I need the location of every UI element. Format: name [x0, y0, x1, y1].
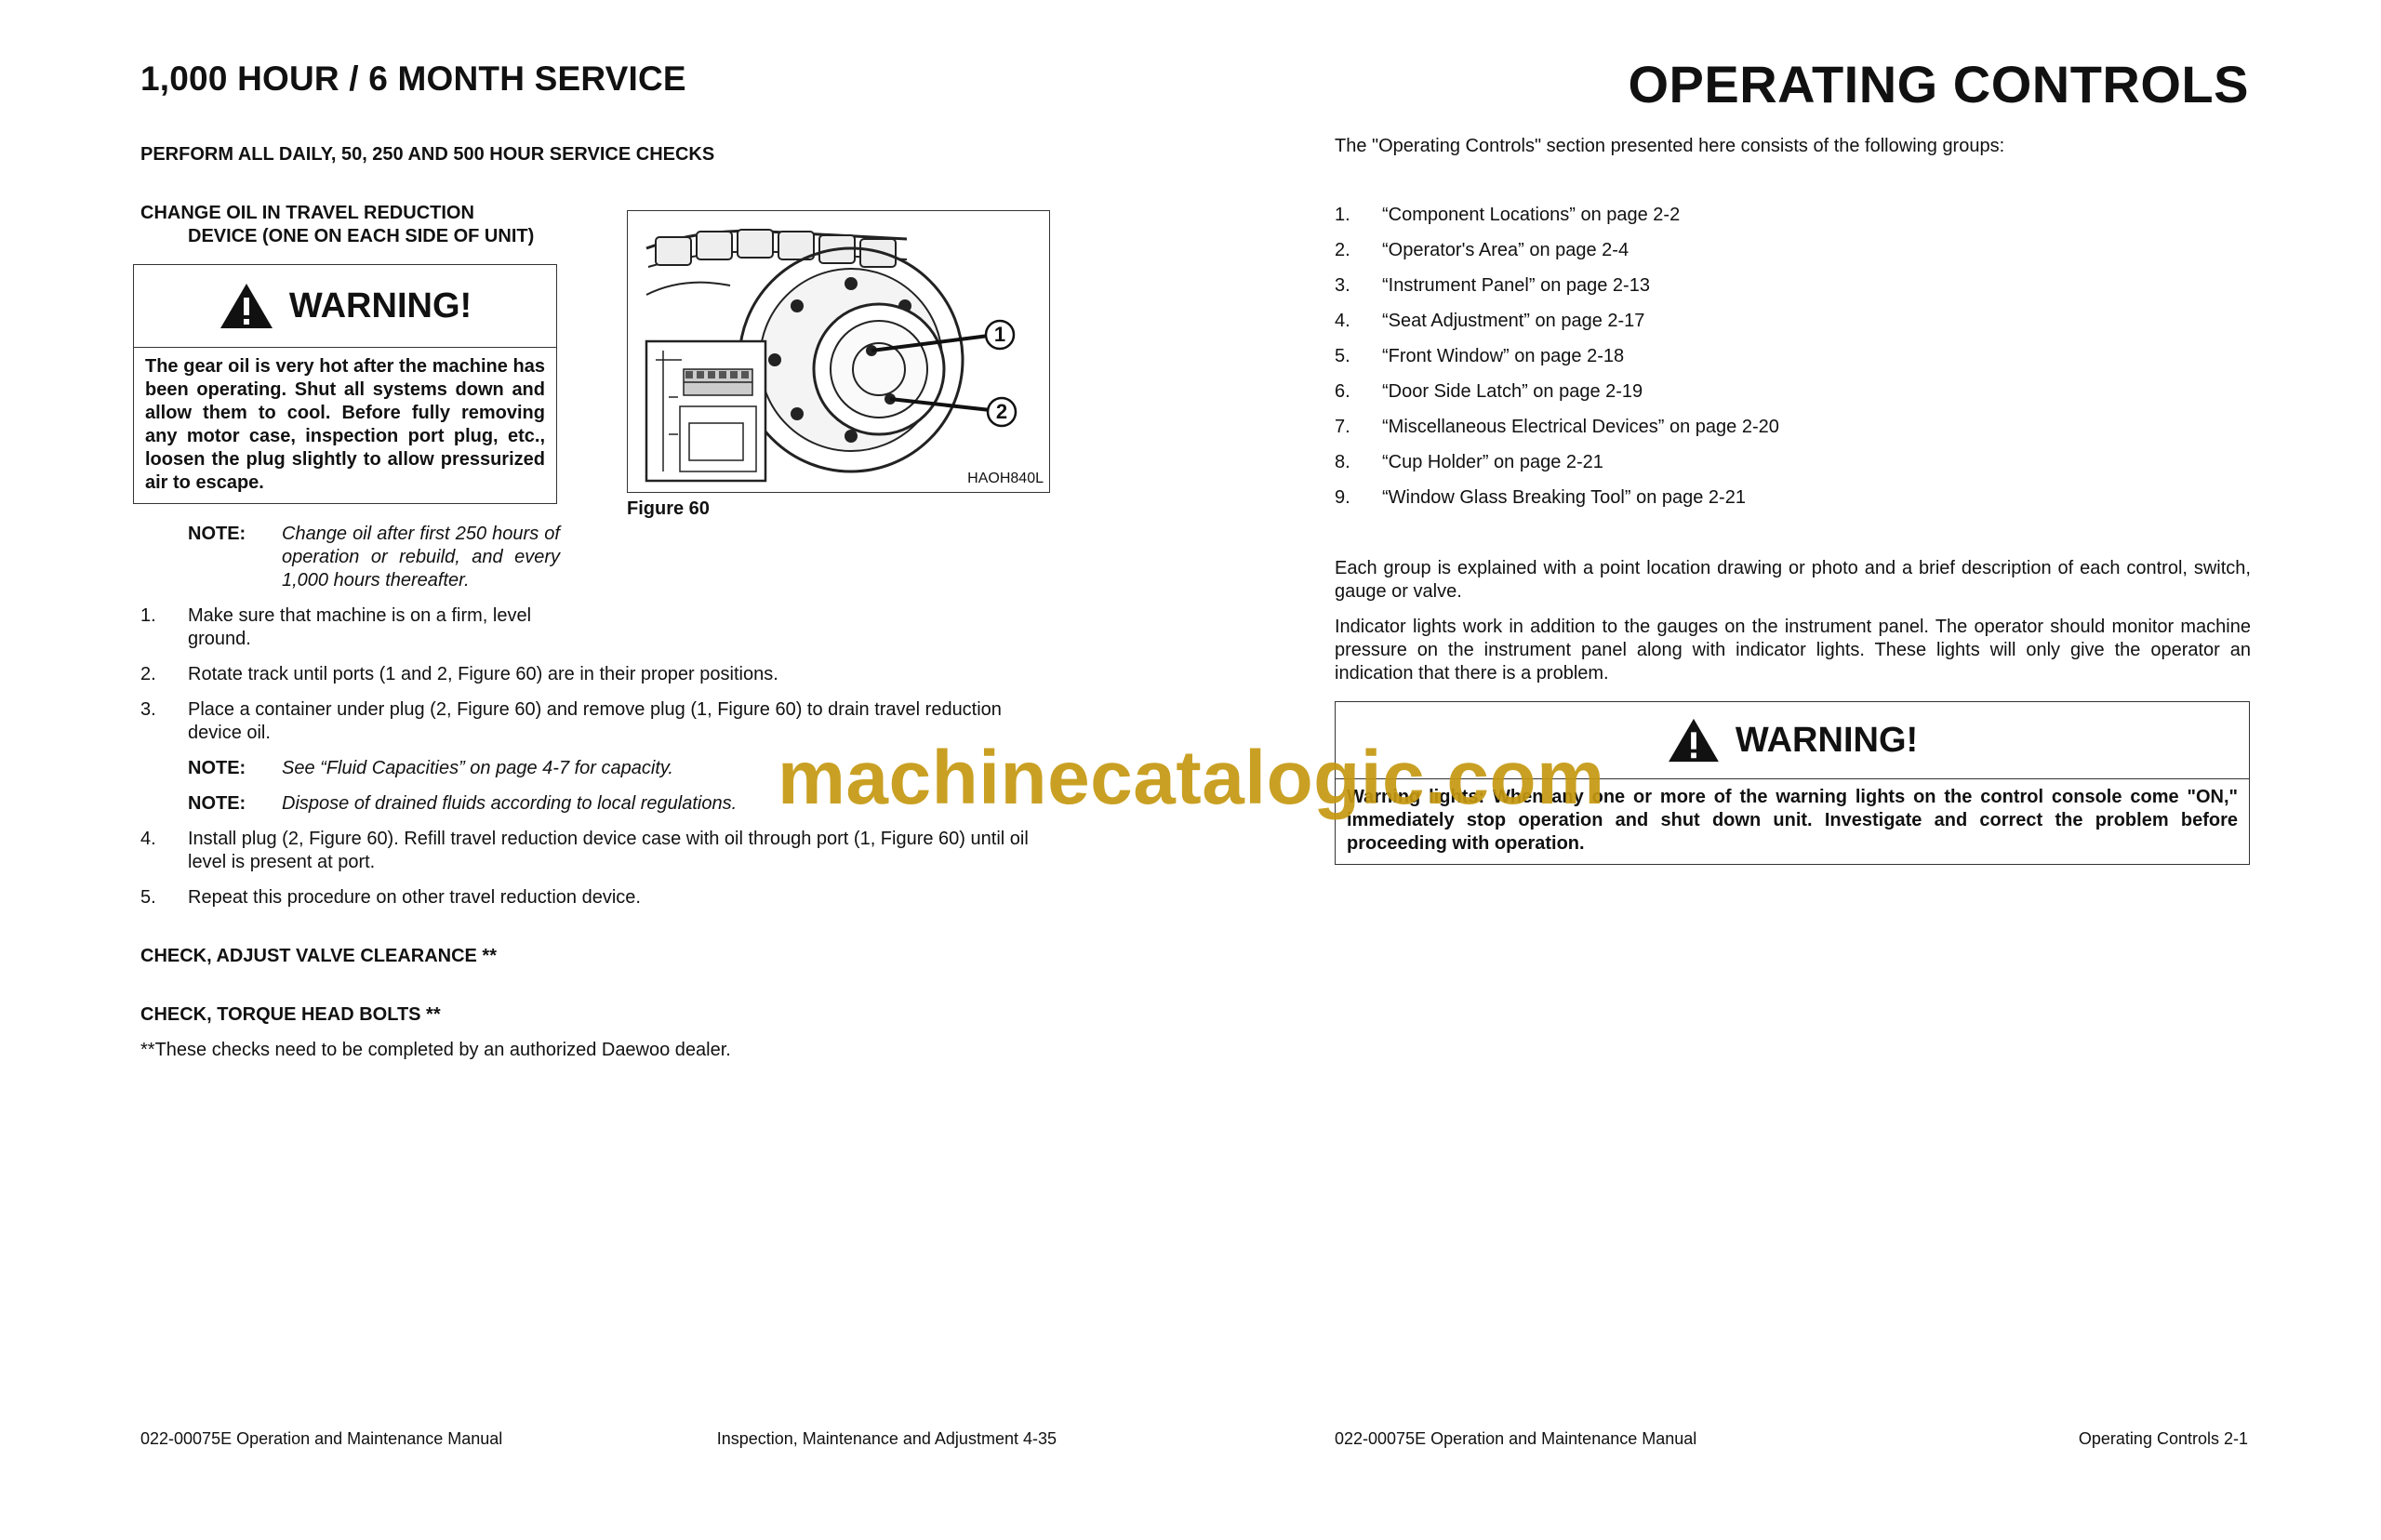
footer-page-number: Inspection, Maintenance and Adjustment 4-35	[716, 1429, 1057, 1448]
callout-2-label: 2	[995, 400, 1008, 423]
group-text: “Miscellaneous Electrical Devices” on page 2-20	[1382, 417, 1779, 437]
footer-manual-id: 022-00075E Operation and Maintenance Manual	[1335, 1429, 1697, 1448]
group-text: “Operator's Area” on page 2-4	[1382, 240, 1629, 260]
group-number: 7.	[1335, 417, 1350, 437]
figure-60-illustration	[627, 210, 1050, 493]
group-number: 1.	[1335, 205, 1350, 225]
note-oil-change	[188, 523, 560, 593]
group-number: 5.	[1335, 346, 1350, 366]
group-number: 6.	[1335, 381, 1350, 402]
intro-text: The "Operating Controls" section presented here consists of the following groups:	[1335, 136, 2005, 156]
warning-triangle-icon	[1667, 717, 1721, 763]
group-number: 2.	[1335, 240, 1350, 260]
dealer-note: **These checks need to be completed by an authorized Daewoo dealer.	[140, 1040, 731, 1060]
figure-code: HAOH840L	[967, 471, 1044, 486]
watermark: machinecatalogic.com	[778, 736, 1605, 820]
step-number: 3.	[140, 699, 156, 720]
paragraph-groups-explained: Each group is explained with a point location drawing or photo and a brief description of each control, switch, gauge or valve.	[1335, 558, 2251, 602]
note-text: Dispose of drained fluids according to local regulations.	[282, 793, 738, 814]
paragraph-indicator-lights: Indicator lights work in addition to the gauges on the instrument panel. The operator should monitor machine pressure on the instrument panel along with indicator lights. These lights will only give the operator an indication that there is a problem.	[1335, 617, 2251, 684]
step-text: Make sure that machine is on a firm, level ground.	[188, 605, 532, 649]
note-label: NOTE:	[188, 524, 246, 544]
change-oil-heading-line2: DEVICE (ONE ON EACH SIDE OF UNIT)	[188, 226, 535, 246]
group-number: 3.	[1335, 275, 1350, 296]
warning-title: WARNING!	[1735, 720, 1919, 760]
group-number: 8.	[1335, 452, 1350, 472]
step-number: 5.	[140, 887, 156, 908]
footer-page-number: Operating Controls 2-1	[2078, 1429, 2248, 1448]
group-text: “Instrument Panel” on page 2-13	[1382, 275, 1650, 296]
page-title: 1,000 HOUR / 6 MONTH SERVICE	[140, 60, 686, 98]
step-number: 2.	[140, 664, 156, 684]
step-number: 4.	[140, 829, 156, 849]
group-text: “Door Side Latch” on page 2-19	[1382, 381, 1643, 402]
warning-body: Warning lights: When any one or more of the warning lights on the control console come "ON," immediately stop operation and shut down unit. Investigate and correct the problem before proceeding with operation.	[1347, 787, 2238, 854]
torque-head-bolts-heading: CHECK, TORQUE HEAD BOLTS **	[140, 1004, 441, 1025]
callout-1-label: 1	[993, 323, 1006, 346]
step-text: Install plug (2, Figure 60). Refill travel reduction device case with oil through port (1, Figure 60) until oil level is present at port.	[188, 829, 1029, 872]
warning-body: The gear oil is very hot after the machine has been operating. Shut all systems down and allow them to cool. Before fully removing any motor case, inspection port plug, etc., loosen the plug slightly to allow pressurized air to escape.	[145, 356, 545, 493]
group-number: 4.	[1335, 311, 1350, 331]
group-text: “Window Glass Breaking Tool” on page 2-21	[1382, 487, 1746, 508]
warning-title: WARNING!	[288, 285, 472, 325]
footer-manual-id: 022-00075E Operation and Maintenance Manual	[140, 1429, 503, 1448]
step-text: Rotate track until ports (1 and 2, Figure 60) are in their proper positions.	[188, 664, 778, 684]
perform-heading: PERFORM ALL DAILY, 50, 250 AND 500 HOUR SERVICE CHECKS	[140, 144, 715, 165]
step-text: Repeat this procedure on other travel reduction device.	[188, 887, 641, 908]
group-number: 9.	[1335, 487, 1350, 508]
group-text: “Cup Holder” on page 2-21	[1382, 452, 1603, 472]
warning-triangle-icon	[219, 282, 274, 330]
valve-clearance-heading: CHECK, ADJUST VALVE CLEARANCE **	[140, 946, 497, 966]
travel-reduction-device-drawing	[628, 211, 1049, 492]
figure-caption: Figure 60	[627, 498, 710, 519]
note-text: Change oil after first 250 hours of operation or rebuild, and every 1,000 hours thereafter.	[282, 524, 560, 591]
group-text: “Component Locations” on page 2-2	[1382, 205, 1681, 225]
warning-header	[134, 265, 556, 348]
page-title: OPERATING CONTROLS	[1628, 55, 2249, 113]
note-text: See “Fluid Capacities” on page 4-7 for capacity.	[282, 758, 673, 778]
group-text: “Seat Adjustment” on page 2-17	[1382, 311, 1645, 331]
group-text: “Front Window” on page 2-18	[1382, 346, 1625, 366]
warning-box	[133, 264, 557, 504]
note-label: NOTE:	[188, 758, 246, 778]
step-number: 1.	[140, 605, 156, 626]
change-oil-heading-line1: CHANGE OIL IN TRAVEL REDUCTION	[140, 203, 474, 223]
note-label: NOTE:	[188, 793, 246, 814]
step-text: Place a container under plug (2, Figure 60) and remove plug (1, Figure 60) to drain travel reduction device oil.	[188, 699, 1002, 743]
